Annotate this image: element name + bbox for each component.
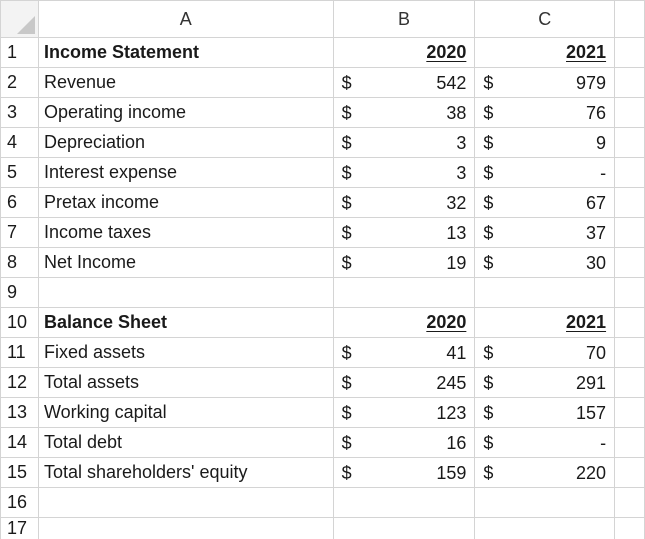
row-number[interactable]: 14 (1, 428, 39, 458)
currency-symbol: $ (342, 223, 352, 244)
cell-value-b[interactable] (333, 218, 475, 248)
year-heading: 2021 (566, 42, 606, 62)
table-row (1, 248, 645, 278)
cell-label[interactable]: Balance Sheet (38, 308, 333, 338)
cell-amount: 157 (576, 403, 606, 424)
cell-amount: 13 (446, 223, 466, 244)
row-number[interactable]: 6 (1, 188, 39, 218)
row-number[interactable]: 9 (1, 278, 39, 308)
row-number[interactable]: 15 (1, 458, 39, 488)
cell-amount: - (600, 433, 606, 454)
currency-symbol: $ (342, 133, 352, 154)
table-row (1, 188, 645, 218)
row-number[interactable]: 11 (1, 338, 39, 368)
cell-empty-b[interactable] (333, 488, 475, 518)
table-row (1, 368, 645, 398)
cell-amount: 41 (446, 343, 466, 364)
currency-symbol: $ (342, 463, 352, 484)
cell-empty-d[interactable] (615, 338, 645, 368)
cell-label[interactable]: Total shareholders' equity (38, 458, 333, 488)
table-row (1, 488, 645, 518)
year-heading: 2020 (426, 312, 466, 332)
cell-label[interactable]: Net Income (38, 248, 333, 278)
row-number[interactable]: 17 (1, 518, 39, 539)
cell-label[interactable]: Revenue (38, 68, 333, 98)
cell-value-c[interactable] (475, 128, 615, 158)
currency-symbol: $ (483, 253, 493, 274)
cell-amount: 19 (446, 253, 466, 274)
currency-symbol: $ (483, 73, 493, 94)
table-row (1, 458, 645, 488)
row-number[interactable]: 3 (1, 98, 39, 128)
cell-value-b[interactable] (333, 458, 475, 488)
cell-label[interactable]: Fixed assets (38, 338, 333, 368)
table-row (1, 278, 645, 308)
cell-label[interactable]: Working capital (38, 398, 333, 428)
table-row (1, 308, 645, 338)
table-row (1, 518, 645, 539)
currency-symbol: $ (342, 73, 352, 94)
cell-year-b[interactable] (333, 38, 475, 68)
cell-label[interactable]: Income taxes (38, 218, 333, 248)
cell-value-b[interactable] (333, 428, 475, 458)
row-number[interactable]: 7 (1, 218, 39, 248)
cell-label[interactable]: Pretax income (38, 188, 333, 218)
cell-empty-b[interactable] (333, 278, 475, 308)
cell-amount: 30 (586, 253, 606, 274)
year-heading: 2020 (426, 42, 466, 62)
cell-value-c[interactable] (475, 218, 615, 248)
cell-amount: 38 (446, 103, 466, 124)
column-header-d[interactable] (615, 1, 645, 38)
cell-amount: 220 (576, 463, 606, 484)
select-all-triangle-icon (17, 16, 35, 34)
cell-empty-d[interactable] (615, 308, 645, 338)
cell-amount: 70 (586, 343, 606, 364)
currency-symbol: $ (342, 253, 352, 274)
cell-value-c[interactable] (475, 158, 615, 188)
table-row (1, 338, 645, 368)
cell-amount: 159 (436, 463, 466, 484)
cell-value-b[interactable] (333, 128, 475, 158)
cell-amount: 37 (586, 223, 606, 244)
cell-empty-c[interactable] (475, 488, 615, 518)
year-heading: 2021 (566, 312, 606, 332)
currency-symbol: $ (483, 133, 493, 154)
currency-symbol: $ (483, 403, 493, 424)
cell-empty-d[interactable] (615, 428, 645, 458)
currency-symbol: $ (483, 463, 493, 484)
row-number[interactable]: 16 (1, 488, 39, 518)
currency-symbol: $ (342, 193, 352, 214)
table-row (1, 38, 645, 68)
table-row (1, 98, 645, 128)
cell-empty-d[interactable] (615, 398, 645, 428)
row-number[interactable]: 13 (1, 398, 39, 428)
cell-empty-d[interactable] (615, 488, 645, 518)
cell-value-c[interactable] (475, 248, 615, 278)
cell-empty-d[interactable] (615, 218, 645, 248)
cell-value-b[interactable] (333, 158, 475, 188)
column-header-row (1, 1, 645, 38)
cell-amount: 67 (586, 193, 606, 214)
cell-year-c[interactable] (475, 38, 615, 68)
cell-value-c[interactable] (475, 188, 615, 218)
cell-year-b[interactable] (333, 308, 475, 338)
cell-amount: 3 (456, 163, 466, 184)
row-number[interactable]: 10 (1, 308, 39, 338)
currency-symbol: $ (342, 403, 352, 424)
cell-empty-d[interactable] (615, 458, 645, 488)
currency-symbol: $ (342, 163, 352, 184)
cell-value-b[interactable] (333, 368, 475, 398)
cell-amount: 9 (596, 133, 606, 154)
table-row (1, 68, 645, 98)
row-number[interactable]: 1 (1, 38, 39, 68)
table-row (1, 398, 645, 428)
cell-value-c[interactable] (475, 338, 615, 368)
currency-symbol: $ (483, 163, 493, 184)
cell-empty-d[interactable] (615, 158, 645, 188)
cell-amount: 542 (436, 73, 466, 94)
cell-year-c[interactable] (475, 308, 615, 338)
cell-amount: 979 (576, 73, 606, 94)
row-number[interactable]: 2 (1, 68, 39, 98)
currency-symbol: $ (483, 433, 493, 454)
row-number[interactable]: 8 (1, 248, 39, 278)
cell-empty-d[interactable] (615, 38, 645, 68)
cell-amount: 16 (446, 433, 466, 454)
cell-amount: 76 (586, 103, 606, 124)
cell-empty-d[interactable] (615, 368, 645, 398)
currency-symbol: $ (342, 103, 352, 124)
row-number[interactable]: 5 (1, 158, 39, 188)
currency-symbol: $ (483, 103, 493, 124)
cell-value-c[interactable] (475, 98, 615, 128)
cell-label[interactable]: Income Statement (38, 38, 333, 68)
currency-symbol: $ (483, 193, 493, 214)
cell-value-b[interactable] (333, 398, 475, 428)
cell-empty-d[interactable] (615, 248, 645, 278)
cell-amount: 245 (436, 373, 466, 394)
cell-value-b[interactable] (333, 248, 475, 278)
cell-value-c[interactable] (475, 428, 615, 458)
cell-label[interactable] (38, 518, 333, 539)
currency-symbol: $ (483, 373, 493, 394)
cell-empty-c[interactable] (475, 278, 615, 308)
cell-empty-b[interactable] (333, 518, 475, 539)
cell-label[interactable] (38, 278, 333, 308)
cell-empty-c[interactable] (475, 518, 615, 539)
cell-empty-d[interactable] (615, 68, 645, 98)
cell-value-c[interactable] (475, 398, 615, 428)
table-row (1, 218, 645, 248)
currency-symbol: $ (342, 433, 352, 454)
currency-symbol: $ (342, 373, 352, 394)
cell-empty-d[interactable] (615, 128, 645, 158)
currency-symbol: $ (483, 223, 493, 244)
cell-empty-d[interactable] (615, 278, 645, 308)
cell-label[interactable]: Interest expense (38, 158, 333, 188)
table-row (1, 428, 645, 458)
cell-label[interactable] (38, 488, 333, 518)
column-header-b[interactable]: B (333, 1, 475, 38)
cell-value-b[interactable] (333, 188, 475, 218)
currency-symbol: $ (483, 343, 493, 364)
cell-value-b[interactable] (333, 98, 475, 128)
cell-empty-d[interactable] (615, 98, 645, 128)
cell-amount: - (600, 163, 606, 184)
cell-value-b[interactable] (333, 68, 475, 98)
cell-amount: 123 (436, 403, 466, 424)
cell-value-c[interactable] (475, 68, 615, 98)
cell-empty-d[interactable] (615, 518, 645, 539)
currency-symbol: $ (342, 343, 352, 364)
row-number[interactable]: 4 (1, 128, 39, 158)
cell-label[interactable]: Total assets (38, 368, 333, 398)
cell-label[interactable]: Total debt (38, 428, 333, 458)
cell-amount: 3 (456, 133, 466, 154)
cell-amount: 32 (446, 193, 466, 214)
cell-label[interactable]: Operating income (38, 98, 333, 128)
table-row (1, 128, 645, 158)
select-all-corner[interactable] (1, 1, 39, 38)
cell-label[interactable]: Depreciation (38, 128, 333, 158)
cell-value-c[interactable] (475, 458, 615, 488)
column-header-c[interactable]: C (475, 1, 615, 38)
table-row (1, 158, 645, 188)
column-header-a[interactable]: A (38, 1, 333, 38)
row-number[interactable]: 12 (1, 368, 39, 398)
cell-amount: 291 (576, 373, 606, 394)
cell-value-c[interactable] (475, 368, 615, 398)
cell-empty-d[interactable] (615, 188, 645, 218)
cell-value-b[interactable] (333, 338, 475, 368)
